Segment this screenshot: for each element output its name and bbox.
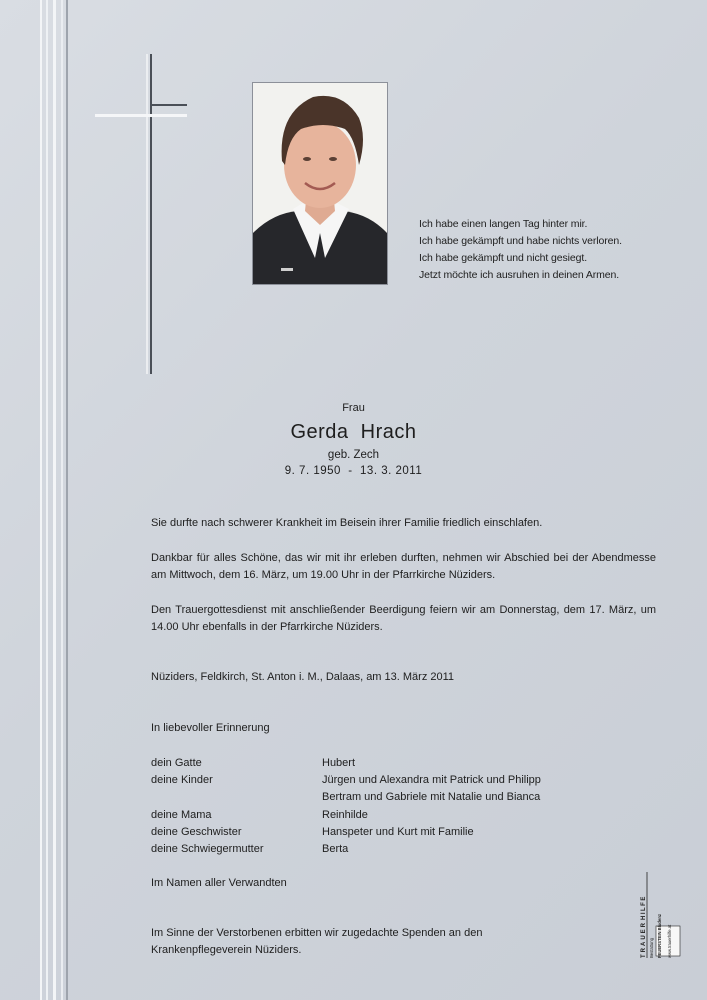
relative-label: deine Schwiegermutter xyxy=(151,843,264,855)
salutation: Frau xyxy=(342,402,365,414)
deceased-name: Gerda Hrach xyxy=(290,421,417,443)
logo-text: FEUERSTEIN Bludenz xyxy=(657,914,662,958)
logo-text: www.trauerhilfe.at xyxy=(667,924,672,958)
logo-text: Bestattung xyxy=(649,937,654,958)
poem-line: Ich habe gekämpft und nicht gesiegt. xyxy=(419,252,588,264)
donation-line: Im Sinne der Verstorbenen erbitten wir zugedachte Spenden an den xyxy=(151,927,483,939)
kin-line: Im Namen aller Verwandten xyxy=(151,877,287,889)
decorative-stripe xyxy=(66,0,68,1000)
poem-line: Ich habe gekämpft und habe nichts verloren. xyxy=(419,235,622,247)
relative-label: deine Mama xyxy=(151,809,212,821)
decorative-stripe xyxy=(53,0,56,1000)
paragraph-passing: Sie durfte nach schwerer Krankheit im Beisein ihrer Familie friedlich einschlafen. xyxy=(151,517,543,529)
donation-request xyxy=(151,925,482,959)
relative-names: Reinhilde xyxy=(322,809,368,821)
life-dates: 9. 7. 1950 - 13. 3. 2011 xyxy=(284,465,423,477)
relative-label: dein Gatte xyxy=(151,757,202,769)
birth-name: geb. Zech xyxy=(327,449,380,461)
paragraph-funeral-service: Den Trauergottesdienst mit anschließender Beerdigung feiern wir am Donnerstag, dem 17. März, um 14.00 Uhr ebenfalls in der Pfarrkirche Nüziders. xyxy=(151,604,656,633)
memory-heading: In liebevoller Erinnerung xyxy=(151,722,270,734)
decorative-stripe xyxy=(46,0,48,1000)
relative-names: Berta xyxy=(322,843,349,855)
relative-names: Bertram und Gabriele mit Natalie und Bianca xyxy=(322,791,541,803)
funeral-home-logo xyxy=(637,870,681,960)
poem-line: Ich habe einen langen Tag hinter mir. xyxy=(419,218,588,230)
relative-names: Hanspeter und Kurt mit Familie xyxy=(322,826,474,838)
decorative-stripe xyxy=(40,0,42,1000)
paragraph-farewell-mass: Dankbar für alles Schöne, das wir mit ihr erleben durften, nehmen wir Abschied bei der Abendmesse am Mittwoch, dem 16. März, um 19.00 Uhr in der Pfarrkirche Nüziders. xyxy=(151,552,656,581)
donation-line: Krankenpflegeverein Nüziders. xyxy=(151,944,302,956)
decorative-stripe xyxy=(61,0,63,1000)
poem xyxy=(419,216,622,284)
logo-word: HILFE xyxy=(641,895,647,920)
relative-names: Jürgen und Alexandra mit Patrick und Philipp xyxy=(322,774,541,786)
logo-word: TRAUER xyxy=(641,921,647,958)
relative-label: deine Geschwister xyxy=(151,826,242,838)
place-date: Nüziders, Feldkirch, St. Anton i. M., Dalaas, am 13. März 2011 xyxy=(151,671,455,683)
relative-label: deine Kinder xyxy=(151,774,213,786)
relative-names: Hubert xyxy=(322,757,356,769)
portrait-photo xyxy=(252,82,388,285)
poem-line: Jetzt möchte ich ausruhen in deinen Armen. xyxy=(419,269,620,281)
